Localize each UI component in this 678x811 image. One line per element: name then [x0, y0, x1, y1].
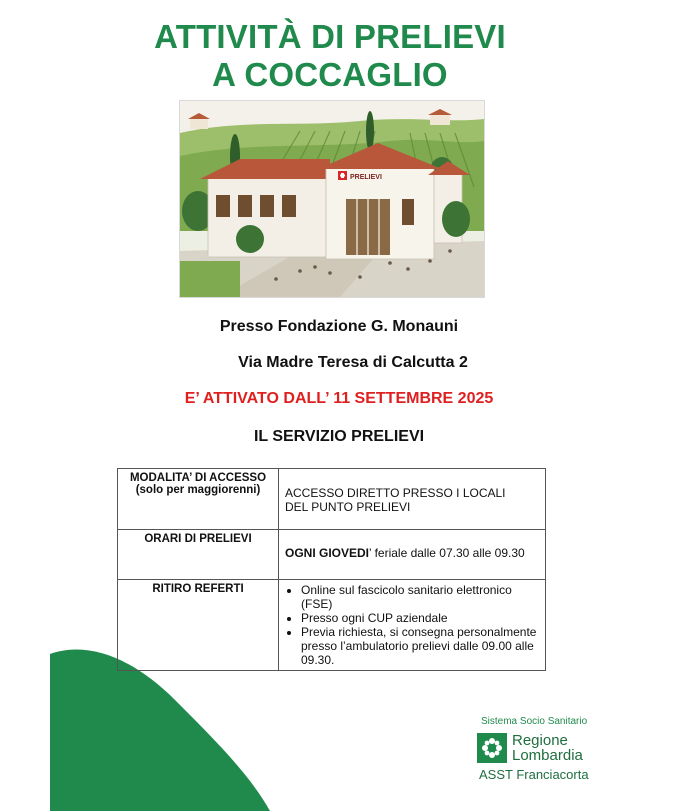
title-line-1: ATTIVITÀ DI PRELIEVI [154, 18, 506, 55]
results-item-cup: • Presso ogni CUP aziendale [301, 611, 539, 625]
title-line-2: A COCCAGLIO [212, 56, 448, 93]
hero-sign-label: PRELIEVI [350, 174, 382, 181]
access-label-note: (solo per maggiorenni) [135, 484, 261, 496]
access-label-cell [118, 469, 279, 530]
regione-lombardia-logo [477, 716, 589, 782]
results-value-cell [279, 580, 546, 671]
hours-value-cell [279, 530, 546, 580]
venue-name: Presso Fondazione G. Monauni [219, 318, 459, 335]
service-info-table [117, 468, 546, 671]
access-value-line-1: ACCESSO DIRETTO PRESSO I LOCALI [285, 486, 506, 500]
results-item-fse: • Online sul fascicolo sanitario elettronico (FSE) [301, 583, 539, 611]
clinic-building-illustration [179, 100, 485, 298]
logo-asst-name: ASST Franciacorta [479, 767, 589, 782]
logo-name-line-2: Lombardia [512, 747, 583, 764]
logo-name-line-1: Regione [512, 732, 568, 749]
results-item-request: • Previa richiesta, si consegna personalmente presso l’ambulatorio prelievi dalle 09.00 alle 09.30. [301, 625, 539, 667]
hours-label: ORARI DI PRELIEVI [118, 530, 279, 580]
hours-value-rest: ’ feriale dalle 07.30 alle 09.30 [369, 546, 525, 560]
page-title [0, 18, 660, 94]
access-value-line-2: DEL PUNTO PRELIEVI [285, 500, 411, 514]
hours-value-bold: OGNI GIOVEDI [285, 546, 370, 560]
results-label: RITIRO REFERTI [118, 580, 279, 671]
table-row-access [118, 469, 546, 530]
activation-date: E’ ATTIVATO DALL’ 11 SETTEMBRE 2025 [184, 390, 494, 407]
table-row-results [118, 580, 546, 671]
access-value-cell [279, 469, 546, 530]
access-label: MODALITA’ DI ACCESSO [129, 472, 267, 484]
lombardia-rose-icon [477, 733, 507, 763]
venue-address: Via Madre Teresa di Calcutta 2 [238, 354, 468, 371]
results-list [285, 583, 539, 667]
table-row-hours [118, 530, 546, 580]
service-title: IL SERVIZIO PRELIEVI [253, 428, 425, 445]
logo-system-text: Sistema Socio Sanitario [481, 716, 588, 727]
